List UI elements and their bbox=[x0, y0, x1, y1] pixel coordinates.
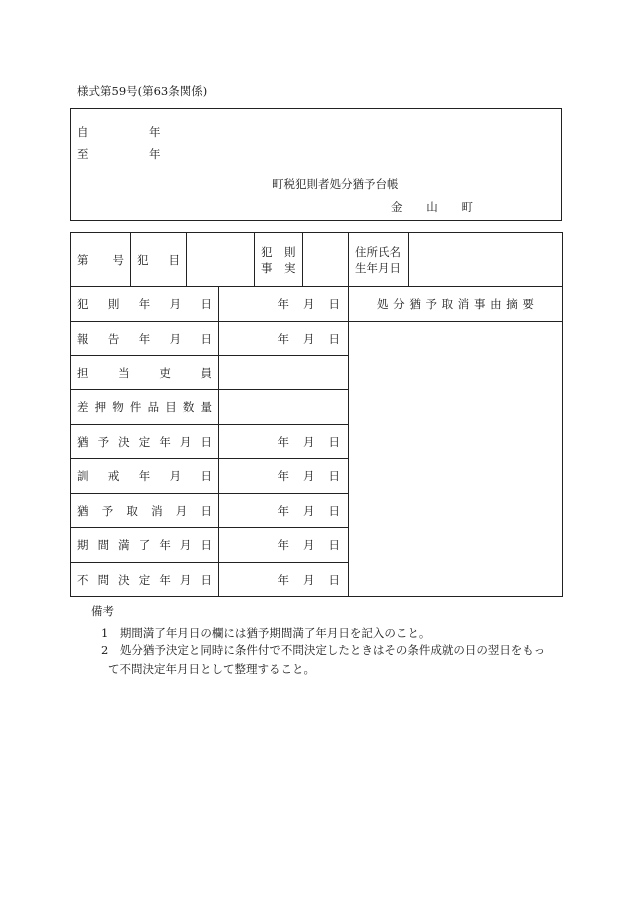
row-label-cell bbox=[71, 390, 219, 425]
date-unit: 日 bbox=[328, 572, 340, 587]
address-name-label-cell bbox=[349, 233, 409, 287]
label-line: 生年月日 bbox=[355, 260, 401, 275]
date-cell bbox=[219, 287, 349, 322]
from-year-label: 年 bbox=[149, 125, 161, 139]
date-unit: 日 bbox=[328, 434, 340, 449]
town-name bbox=[391, 202, 473, 214]
label-char: 物 bbox=[112, 400, 124, 414]
label-char: 期 bbox=[77, 538, 89, 552]
label-char: 予 bbox=[101, 503, 114, 518]
row-label-cell bbox=[71, 528, 219, 563]
summary-char: 要 bbox=[522, 297, 534, 311]
summary-char: 分 bbox=[393, 297, 405, 311]
ledger-header-box bbox=[70, 108, 562, 221]
label-char: 了 bbox=[138, 538, 151, 552]
label-char: 月 bbox=[175, 503, 188, 518]
label-char: 訓 bbox=[77, 469, 89, 483]
register-table bbox=[70, 232, 563, 597]
date-unit: 日 bbox=[328, 331, 340, 346]
date-unit: 月 bbox=[303, 434, 315, 449]
date-unit: 月 bbox=[303, 572, 315, 587]
row-label-cell bbox=[71, 287, 219, 322]
date-cell bbox=[219, 528, 349, 563]
summary-char: 取 bbox=[441, 297, 454, 311]
form-number-title: 様式第59号(第63条関係) bbox=[77, 84, 208, 98]
summary-char: 処 bbox=[377, 297, 389, 311]
date-unit: 年 bbox=[277, 572, 289, 587]
label-char: 決 bbox=[118, 572, 130, 587]
label-char: 告 bbox=[107, 331, 120, 346]
date-cell bbox=[219, 322, 349, 356]
label-char: 犯 bbox=[137, 252, 149, 267]
label-char: 担 bbox=[77, 365, 89, 380]
label-char: 日 bbox=[200, 434, 212, 449]
label-line: 事 実 bbox=[261, 260, 296, 275]
label-char: 猶 bbox=[77, 503, 89, 518]
date-unit: 日 bbox=[328, 297, 340, 311]
label-char: 猶 bbox=[77, 434, 89, 449]
date-cell bbox=[219, 425, 349, 459]
date-unit: 年 bbox=[277, 469, 289, 483]
date-unit: 年 bbox=[277, 331, 289, 346]
note-item: 1 期間満了年月日の欄には猶予期間満了年月日を記入のこと。 bbox=[101, 626, 431, 640]
offense-label-cell bbox=[131, 233, 187, 287]
date-unit: 年 bbox=[277, 297, 289, 311]
date-cell bbox=[219, 459, 349, 494]
summary-char: 事 bbox=[473, 297, 486, 311]
value-cell bbox=[219, 390, 349, 425]
label-char: 月 bbox=[179, 434, 192, 449]
summary-char: 猶 bbox=[409, 297, 421, 311]
date-unit: 月 bbox=[303, 503, 315, 518]
offense-facts-value-cell bbox=[303, 233, 349, 287]
label-char: 則 bbox=[107, 297, 120, 311]
label-char: 日 bbox=[200, 469, 212, 483]
label-char: 号 bbox=[112, 252, 124, 267]
label-char: 年 bbox=[138, 331, 151, 346]
label-char: 目 bbox=[168, 252, 180, 267]
label-char: 年 bbox=[159, 572, 171, 587]
label-char: 予 bbox=[97, 434, 110, 449]
label-line: 犯 則 bbox=[261, 244, 296, 259]
label-line: 住所氏名 bbox=[355, 244, 401, 259]
label-char: 決 bbox=[118, 434, 130, 449]
row-label-cell bbox=[71, 494, 219, 528]
label-char: 犯 bbox=[77, 297, 89, 311]
summary-char: 消 bbox=[457, 297, 470, 311]
label-char: 件 bbox=[129, 400, 142, 414]
label-char: 押 bbox=[94, 400, 107, 414]
town-char: 山 bbox=[426, 200, 438, 214]
label-char: 定 bbox=[138, 572, 151, 587]
label-char: 報 bbox=[77, 331, 89, 346]
row-label-cell bbox=[71, 356, 219, 390]
address-name-value-cell bbox=[409, 233, 563, 287]
label-char: 月 bbox=[179, 572, 192, 587]
row-label-cell bbox=[71, 425, 219, 459]
summary-header-cell bbox=[349, 287, 563, 322]
label-char: 目 bbox=[165, 400, 177, 414]
label-char: 月 bbox=[179, 538, 192, 552]
value-cell bbox=[219, 356, 349, 390]
offense-value-cell bbox=[187, 233, 255, 287]
label-char: 第 bbox=[77, 252, 89, 267]
to-label: 至 bbox=[77, 147, 89, 161]
summary-char: 予 bbox=[425, 297, 437, 311]
date-cell bbox=[219, 563, 349, 597]
summary-content-cell bbox=[349, 322, 563, 597]
date-unit: 月 bbox=[303, 469, 315, 483]
table-row bbox=[71, 287, 563, 322]
label-char: 吏 bbox=[159, 365, 171, 380]
label-char: 月 bbox=[169, 331, 182, 346]
date-unit: 月 bbox=[303, 538, 315, 552]
row-label-cell bbox=[71, 459, 219, 494]
label-char: 日 bbox=[200, 503, 212, 518]
date-unit: 日 bbox=[328, 538, 340, 552]
label-char: 定 bbox=[138, 434, 151, 449]
label-char: 消 bbox=[151, 503, 163, 518]
ledger-title: 町税犯則者処分猶予台帳 bbox=[272, 177, 399, 191]
town-char: 町 bbox=[461, 200, 473, 214]
label-char: 当 bbox=[118, 365, 130, 380]
date-unit: 年 bbox=[277, 538, 289, 552]
to-year-label: 年 bbox=[149, 147, 161, 161]
label-char: 年 bbox=[138, 297, 151, 311]
label-char: 満 bbox=[118, 538, 130, 552]
date-unit: 月 bbox=[303, 331, 315, 346]
label-char: 差 bbox=[77, 400, 89, 414]
table-top-row bbox=[71, 233, 563, 287]
label-char: 取 bbox=[126, 503, 138, 518]
label-char: 量 bbox=[200, 400, 212, 414]
date-cell bbox=[219, 494, 349, 528]
note-item: 2 処分猶予決定と同時に条件付で不問決定したときはその条件成就の日の翌日をもっ bbox=[101, 643, 546, 657]
label-char: 品 bbox=[147, 400, 160, 414]
notes-heading: 備考 bbox=[91, 604, 114, 618]
label-char: 戒 bbox=[107, 469, 120, 483]
label-char: 年 bbox=[138, 469, 151, 483]
label-char: 日 bbox=[200, 572, 212, 587]
date-unit: 日 bbox=[328, 503, 340, 518]
label-char: 月 bbox=[169, 469, 182, 483]
label-char: 年 bbox=[159, 538, 171, 552]
row-label-cell bbox=[71, 322, 219, 356]
label-char: 数 bbox=[182, 400, 195, 414]
label-char: 間 bbox=[97, 538, 110, 552]
date-unit: 月 bbox=[303, 297, 315, 311]
label-char: 日 bbox=[200, 297, 212, 311]
label-char: 日 bbox=[200, 331, 212, 346]
number-label-cell bbox=[71, 233, 131, 287]
label-char: 不 bbox=[77, 572, 89, 587]
date-unit: 年 bbox=[277, 503, 289, 518]
town-char: 金 bbox=[391, 200, 403, 214]
from-label: 自 bbox=[77, 125, 89, 139]
date-unit: 日 bbox=[328, 469, 340, 483]
row-label-cell bbox=[71, 563, 219, 597]
summary-char: 摘 bbox=[506, 297, 518, 311]
label-char: 年 bbox=[159, 434, 171, 449]
label-char: 員 bbox=[200, 365, 212, 380]
offense-facts-label-cell bbox=[255, 233, 303, 287]
summary-char: 由 bbox=[490, 297, 502, 311]
note-item-continuation: て不問決定年月日として整理すること。 bbox=[108, 662, 315, 676]
table-row bbox=[71, 322, 563, 356]
label-char: 日 bbox=[200, 538, 212, 552]
date-unit: 年 bbox=[277, 434, 289, 449]
label-char: 月 bbox=[169, 297, 182, 311]
label-char: 問 bbox=[97, 572, 110, 587]
